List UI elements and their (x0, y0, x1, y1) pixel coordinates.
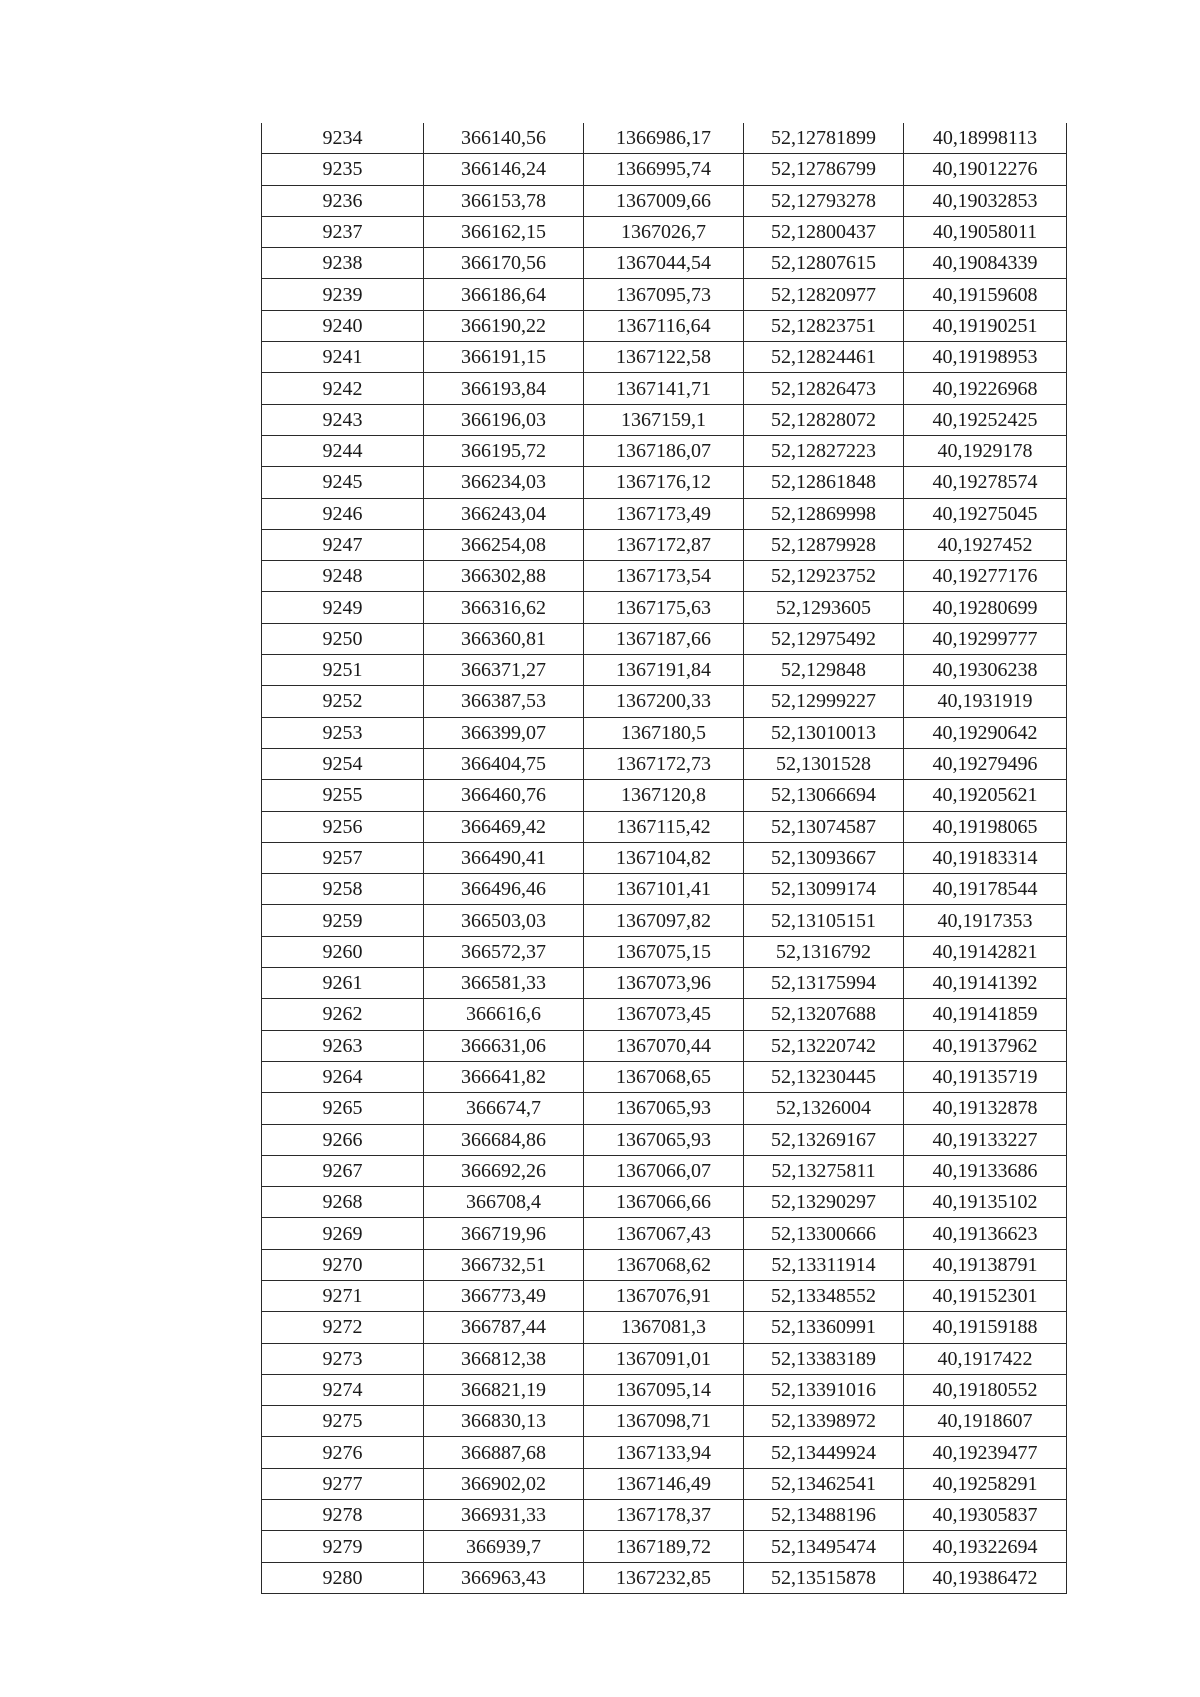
longitude-cell: 40,19133227 (904, 1124, 1067, 1155)
point-number-cell: 9235 (262, 154, 424, 185)
table-row (262, 1218, 1067, 1249)
point-number-cell: 9249 (262, 592, 424, 623)
longitude-cell: 40,1918607 (904, 1406, 1067, 1437)
y-coordinate-cell: 1367009,66 (584, 185, 744, 216)
longitude-cell: 40,19258291 (904, 1468, 1067, 1499)
longitude-cell: 40,19239477 (904, 1437, 1067, 1468)
longitude-cell: 40,19141859 (904, 999, 1067, 1030)
table-row (262, 1531, 1067, 1562)
longitude-cell: 40,1927452 (904, 529, 1067, 560)
y-coordinate-cell: 1367026,7 (584, 216, 744, 247)
point-number-cell: 9264 (262, 1061, 424, 1092)
table-row (262, 154, 1067, 185)
point-number-cell: 9241 (262, 342, 424, 373)
longitude-cell: 40,19252425 (904, 404, 1067, 435)
table-row (262, 1187, 1067, 1218)
x-coordinate-cell: 366684,86 (424, 1124, 584, 1155)
y-coordinate-cell: 1367141,71 (584, 373, 744, 404)
table-row (262, 1030, 1067, 1061)
y-coordinate-cell: 1367044,54 (584, 248, 744, 279)
x-coordinate-cell: 366254,08 (424, 529, 584, 560)
x-coordinate-cell: 366146,24 (424, 154, 584, 185)
x-coordinate-cell: 366316,62 (424, 592, 584, 623)
longitude-cell: 40,19152301 (904, 1280, 1067, 1311)
longitude-cell: 40,19305837 (904, 1500, 1067, 1531)
x-coordinate-cell: 366302,88 (424, 561, 584, 592)
longitude-cell: 40,19138791 (904, 1249, 1067, 1280)
point-number-cell: 9239 (262, 279, 424, 310)
x-coordinate-cell: 366939,7 (424, 1531, 584, 1562)
latitude-cell: 52,13360991 (744, 1312, 904, 1343)
table-row (262, 905, 1067, 936)
y-coordinate-cell: 1367073,96 (584, 968, 744, 999)
y-coordinate-cell: 1367189,72 (584, 1531, 744, 1562)
x-coordinate-cell: 366963,43 (424, 1562, 584, 1593)
point-number-cell: 9253 (262, 717, 424, 748)
point-number-cell: 9278 (262, 1500, 424, 1531)
longitude-cell: 40,19141392 (904, 968, 1067, 999)
latitude-cell: 52,1326004 (744, 1093, 904, 1124)
point-number-cell: 9234 (262, 123, 424, 154)
latitude-cell: 52,12781899 (744, 123, 904, 154)
table-row (262, 467, 1067, 498)
point-number-cell: 9236 (262, 185, 424, 216)
table-row (262, 1061, 1067, 1092)
point-number-cell: 9248 (262, 561, 424, 592)
y-coordinate-cell: 1367098,71 (584, 1406, 744, 1437)
y-coordinate-cell: 1367070,44 (584, 1030, 744, 1061)
coordinate-table (261, 123, 1067, 1594)
point-number-cell: 9250 (262, 623, 424, 654)
point-number-cell: 9275 (262, 1406, 424, 1437)
latitude-cell: 52,12793278 (744, 185, 904, 216)
longitude-cell: 40,19136623 (904, 1218, 1067, 1249)
x-coordinate-cell: 366708,4 (424, 1187, 584, 1218)
latitude-cell: 52,13099174 (744, 874, 904, 905)
y-coordinate-cell: 1367173,49 (584, 498, 744, 529)
latitude-cell: 52,12826473 (744, 373, 904, 404)
longitude-cell: 40,19299777 (904, 623, 1067, 654)
x-coordinate-cell: 366931,33 (424, 1500, 584, 1531)
longitude-cell: 40,18998113 (904, 123, 1067, 154)
latitude-cell: 52,12975492 (744, 623, 904, 654)
x-coordinate-cell: 366496,46 (424, 874, 584, 905)
latitude-cell: 52,13391016 (744, 1374, 904, 1405)
y-coordinate-cell: 1367146,49 (584, 1468, 744, 1499)
x-coordinate-cell: 366186,64 (424, 279, 584, 310)
table-row (262, 1124, 1067, 1155)
x-coordinate-cell: 366196,03 (424, 404, 584, 435)
point-number-cell: 9243 (262, 404, 424, 435)
latitude-cell: 52,12820977 (744, 279, 904, 310)
x-coordinate-cell: 366153,78 (424, 185, 584, 216)
y-coordinate-cell: 1367122,58 (584, 342, 744, 373)
point-number-cell: 9244 (262, 435, 424, 466)
point-number-cell: 9263 (262, 1030, 424, 1061)
table-row (262, 310, 1067, 341)
table-row (262, 968, 1067, 999)
latitude-cell: 52,12786799 (744, 154, 904, 185)
table-row (262, 1468, 1067, 1499)
point-number-cell: 9260 (262, 936, 424, 967)
longitude-cell: 40,19290642 (904, 717, 1067, 748)
longitude-cell: 40,19137962 (904, 1030, 1067, 1061)
table-row (262, 748, 1067, 779)
y-coordinate-cell: 1367187,66 (584, 623, 744, 654)
table-row (262, 123, 1067, 154)
x-coordinate-cell: 366191,15 (424, 342, 584, 373)
table-row (262, 811, 1067, 842)
longitude-cell: 40,19135102 (904, 1187, 1067, 1218)
point-number-cell: 9246 (262, 498, 424, 529)
longitude-cell: 40,19142821 (904, 936, 1067, 967)
latitude-cell: 52,13066694 (744, 780, 904, 811)
table-row (262, 498, 1067, 529)
latitude-cell: 52,12827223 (744, 435, 904, 466)
latitude-cell: 52,13074587 (744, 811, 904, 842)
x-coordinate-cell: 366190,22 (424, 310, 584, 341)
table-row (262, 1155, 1067, 1186)
latitude-cell: 52,1301528 (744, 748, 904, 779)
table-row (262, 216, 1067, 247)
point-number-cell: 9274 (262, 1374, 424, 1405)
y-coordinate-cell: 1366986,17 (584, 123, 744, 154)
longitude-cell: 40,19386472 (904, 1562, 1067, 1593)
point-number-cell: 9269 (262, 1218, 424, 1249)
table-row (262, 592, 1067, 623)
table-row (262, 1249, 1067, 1280)
y-coordinate-cell: 1367095,14 (584, 1374, 744, 1405)
latitude-cell: 52,13488196 (744, 1500, 904, 1531)
point-number-cell: 9268 (262, 1187, 424, 1218)
latitude-cell: 52,12861848 (744, 467, 904, 498)
table-row (262, 1500, 1067, 1531)
latitude-cell: 52,129848 (744, 655, 904, 686)
longitude-cell: 40,19180552 (904, 1374, 1067, 1405)
latitude-cell: 52,13515878 (744, 1562, 904, 1593)
table-row (262, 999, 1067, 1030)
latitude-cell: 52,13105151 (744, 905, 904, 936)
table-row (262, 936, 1067, 967)
point-number-cell: 9276 (262, 1437, 424, 1468)
y-coordinate-cell: 1367104,82 (584, 842, 744, 873)
x-coordinate-cell: 366371,27 (424, 655, 584, 686)
longitude-cell: 40,19058011 (904, 216, 1067, 247)
table-row (262, 1093, 1067, 1124)
x-coordinate-cell: 366887,68 (424, 1437, 584, 1468)
latitude-cell: 52,12824461 (744, 342, 904, 373)
y-coordinate-cell: 1367180,5 (584, 717, 744, 748)
table-row (262, 623, 1067, 654)
longitude-cell: 40,1917422 (904, 1343, 1067, 1374)
y-coordinate-cell: 1367081,3 (584, 1312, 744, 1343)
latitude-cell: 52,12869998 (744, 498, 904, 529)
x-coordinate-cell: 366821,19 (424, 1374, 584, 1405)
latitude-cell: 52,12828072 (744, 404, 904, 435)
y-coordinate-cell: 1367191,84 (584, 655, 744, 686)
x-coordinate-cell: 366140,56 (424, 123, 584, 154)
point-number-cell: 9279 (262, 1531, 424, 1562)
longitude-cell: 40,19275045 (904, 498, 1067, 529)
longitude-cell: 40,19084339 (904, 248, 1067, 279)
x-coordinate-cell: 366490,41 (424, 842, 584, 873)
y-coordinate-cell: 1367065,93 (584, 1124, 744, 1155)
table-row (262, 1343, 1067, 1374)
y-coordinate-cell: 1367176,12 (584, 467, 744, 498)
longitude-cell: 40,19306238 (904, 655, 1067, 686)
longitude-cell: 40,19135719 (904, 1061, 1067, 1092)
y-coordinate-cell: 1367133,94 (584, 1437, 744, 1468)
x-coordinate-cell: 366193,84 (424, 373, 584, 404)
point-number-cell: 9261 (262, 968, 424, 999)
latitude-cell: 52,12999227 (744, 686, 904, 717)
point-number-cell: 9272 (262, 1312, 424, 1343)
point-number-cell: 9254 (262, 748, 424, 779)
y-coordinate-cell: 1367232,85 (584, 1562, 744, 1593)
latitude-cell: 52,13462541 (744, 1468, 904, 1499)
y-coordinate-cell: 1367159,1 (584, 404, 744, 435)
point-number-cell: 9258 (262, 874, 424, 905)
y-coordinate-cell: 1367200,33 (584, 686, 744, 717)
latitude-cell: 52,13010013 (744, 717, 904, 748)
y-coordinate-cell: 1367095,73 (584, 279, 744, 310)
y-coordinate-cell: 1367091,01 (584, 1343, 744, 1374)
point-number-cell: 9245 (262, 467, 424, 498)
x-coordinate-cell: 366631,06 (424, 1030, 584, 1061)
longitude-cell: 40,19322694 (904, 1531, 1067, 1562)
point-number-cell: 9238 (262, 248, 424, 279)
x-coordinate-cell: 366719,96 (424, 1218, 584, 1249)
table-row (262, 248, 1067, 279)
x-coordinate-cell: 366641,82 (424, 1061, 584, 1092)
y-coordinate-cell: 1367173,54 (584, 561, 744, 592)
point-number-cell: 9237 (262, 216, 424, 247)
longitude-cell: 40,19190251 (904, 310, 1067, 341)
longitude-cell: 40,19159188 (904, 1312, 1067, 1343)
table-row (262, 404, 1067, 435)
point-number-cell: 9265 (262, 1093, 424, 1124)
point-number-cell: 9266 (262, 1124, 424, 1155)
table-row (262, 373, 1067, 404)
x-coordinate-cell: 366360,81 (424, 623, 584, 654)
x-coordinate-cell: 366404,75 (424, 748, 584, 779)
latitude-cell: 52,13383189 (744, 1343, 904, 1374)
longitude-cell: 40,19198065 (904, 811, 1067, 842)
latitude-cell: 52,12800437 (744, 216, 904, 247)
longitude-cell: 40,19012276 (904, 154, 1067, 185)
table-row (262, 1406, 1067, 1437)
x-coordinate-cell: 366399,07 (424, 717, 584, 748)
table-row (262, 780, 1067, 811)
latitude-cell: 52,12823751 (744, 310, 904, 341)
table-row (262, 1437, 1067, 1468)
y-coordinate-cell: 1367178,37 (584, 1500, 744, 1531)
x-coordinate-cell: 366162,15 (424, 216, 584, 247)
table-row (262, 655, 1067, 686)
point-number-cell: 9267 (262, 1155, 424, 1186)
y-coordinate-cell: 1367068,65 (584, 1061, 744, 1092)
latitude-cell: 52,13300666 (744, 1218, 904, 1249)
coordinate-table-body (262, 123, 1067, 1593)
point-number-cell: 9256 (262, 811, 424, 842)
point-number-cell: 9247 (262, 529, 424, 560)
longitude-cell: 40,19032853 (904, 185, 1067, 216)
latitude-cell: 52,13269167 (744, 1124, 904, 1155)
x-coordinate-cell: 366572,37 (424, 936, 584, 967)
latitude-cell: 52,13290297 (744, 1187, 904, 1218)
latitude-cell: 52,13275811 (744, 1155, 904, 1186)
x-coordinate-cell: 366170,56 (424, 248, 584, 279)
y-coordinate-cell: 1367097,82 (584, 905, 744, 936)
y-coordinate-cell: 1367066,66 (584, 1187, 744, 1218)
latitude-cell: 52,13230445 (744, 1061, 904, 1092)
longitude-cell: 40,1917353 (904, 905, 1067, 936)
point-number-cell: 9262 (262, 999, 424, 1030)
y-coordinate-cell: 1367172,87 (584, 529, 744, 560)
table-row (262, 185, 1067, 216)
point-number-cell: 9242 (262, 373, 424, 404)
longitude-cell: 40,19132878 (904, 1093, 1067, 1124)
table-row (262, 842, 1067, 873)
x-coordinate-cell: 366616,6 (424, 999, 584, 1030)
latitude-cell: 52,13495474 (744, 1531, 904, 1562)
longitude-cell: 40,19278574 (904, 467, 1067, 498)
x-coordinate-cell: 366902,02 (424, 1468, 584, 1499)
table-row (262, 1280, 1067, 1311)
latitude-cell: 52,12923752 (744, 561, 904, 592)
x-coordinate-cell: 366812,38 (424, 1343, 584, 1374)
point-number-cell: 9252 (262, 686, 424, 717)
longitude-cell: 40,19178544 (904, 874, 1067, 905)
longitude-cell: 40,1929178 (904, 435, 1067, 466)
y-coordinate-cell: 1367068,62 (584, 1249, 744, 1280)
longitude-cell: 40,19159608 (904, 279, 1067, 310)
table-row (262, 1312, 1067, 1343)
point-number-cell: 9255 (262, 780, 424, 811)
latitude-cell: 52,1293605 (744, 592, 904, 623)
point-number-cell: 9259 (262, 905, 424, 936)
table-row (262, 1374, 1067, 1405)
latitude-cell: 52,13348552 (744, 1280, 904, 1311)
x-coordinate-cell: 366787,44 (424, 1312, 584, 1343)
latitude-cell: 52,13207688 (744, 999, 904, 1030)
y-coordinate-cell: 1367116,64 (584, 310, 744, 341)
latitude-cell: 52,13093667 (744, 842, 904, 873)
x-coordinate-cell: 366581,33 (424, 968, 584, 999)
x-coordinate-cell: 366503,03 (424, 905, 584, 936)
latitude-cell: 52,12879928 (744, 529, 904, 560)
latitude-cell: 52,1316792 (744, 936, 904, 967)
table-row (262, 435, 1067, 466)
point-number-cell: 9251 (262, 655, 424, 686)
point-number-cell: 9257 (262, 842, 424, 873)
point-number-cell: 9270 (262, 1249, 424, 1280)
longitude-cell: 40,19133686 (904, 1155, 1067, 1186)
longitude-cell: 40,19280699 (904, 592, 1067, 623)
point-number-cell: 9280 (262, 1562, 424, 1593)
x-coordinate-cell: 366387,53 (424, 686, 584, 717)
table-row (262, 717, 1067, 748)
x-coordinate-cell: 366732,51 (424, 1249, 584, 1280)
table-row (262, 529, 1067, 560)
x-coordinate-cell: 366469,42 (424, 811, 584, 842)
latitude-cell: 52,13398972 (744, 1406, 904, 1437)
table-row (262, 874, 1067, 905)
y-coordinate-cell: 1367186,07 (584, 435, 744, 466)
longitude-cell: 40,19277176 (904, 561, 1067, 592)
y-coordinate-cell: 1367115,42 (584, 811, 744, 842)
x-coordinate-cell: 366830,13 (424, 1406, 584, 1437)
y-coordinate-cell: 1367076,91 (584, 1280, 744, 1311)
table-row (262, 279, 1067, 310)
x-coordinate-cell: 366692,26 (424, 1155, 584, 1186)
point-number-cell: 9277 (262, 1468, 424, 1499)
y-coordinate-cell: 1367066,07 (584, 1155, 744, 1186)
longitude-cell: 40,19279496 (904, 748, 1067, 779)
table-row (262, 1562, 1067, 1593)
x-coordinate-cell: 366773,49 (424, 1280, 584, 1311)
x-coordinate-cell: 366234,03 (424, 467, 584, 498)
table-row (262, 342, 1067, 373)
x-coordinate-cell: 366460,76 (424, 780, 584, 811)
latitude-cell: 52,13311914 (744, 1249, 904, 1280)
x-coordinate-cell: 366243,04 (424, 498, 584, 529)
latitude-cell: 52,13220742 (744, 1030, 904, 1061)
y-coordinate-cell: 1367101,41 (584, 874, 744, 905)
point-number-cell: 9240 (262, 310, 424, 341)
latitude-cell: 52,13175994 (744, 968, 904, 999)
point-number-cell: 9273 (262, 1343, 424, 1374)
y-coordinate-cell: 1367175,63 (584, 592, 744, 623)
longitude-cell: 40,19183314 (904, 842, 1067, 873)
y-coordinate-cell: 1367073,45 (584, 999, 744, 1030)
x-coordinate-cell: 366674,7 (424, 1093, 584, 1124)
longitude-cell: 40,19198953 (904, 342, 1067, 373)
longitude-cell: 40,19226968 (904, 373, 1067, 404)
y-coordinate-cell: 1367067,43 (584, 1218, 744, 1249)
table-row (262, 686, 1067, 717)
point-number-cell: 9271 (262, 1280, 424, 1311)
y-coordinate-cell: 1366995,74 (584, 154, 744, 185)
y-coordinate-cell: 1367120,8 (584, 780, 744, 811)
longitude-cell: 40,1931919 (904, 686, 1067, 717)
table-row (262, 561, 1067, 592)
longitude-cell: 40,19205621 (904, 780, 1067, 811)
y-coordinate-cell: 1367065,93 (584, 1093, 744, 1124)
latitude-cell: 52,12807615 (744, 248, 904, 279)
y-coordinate-cell: 1367172,73 (584, 748, 744, 779)
latitude-cell: 52,13449924 (744, 1437, 904, 1468)
x-coordinate-cell: 366195,72 (424, 435, 584, 466)
y-coordinate-cell: 1367075,15 (584, 936, 744, 967)
